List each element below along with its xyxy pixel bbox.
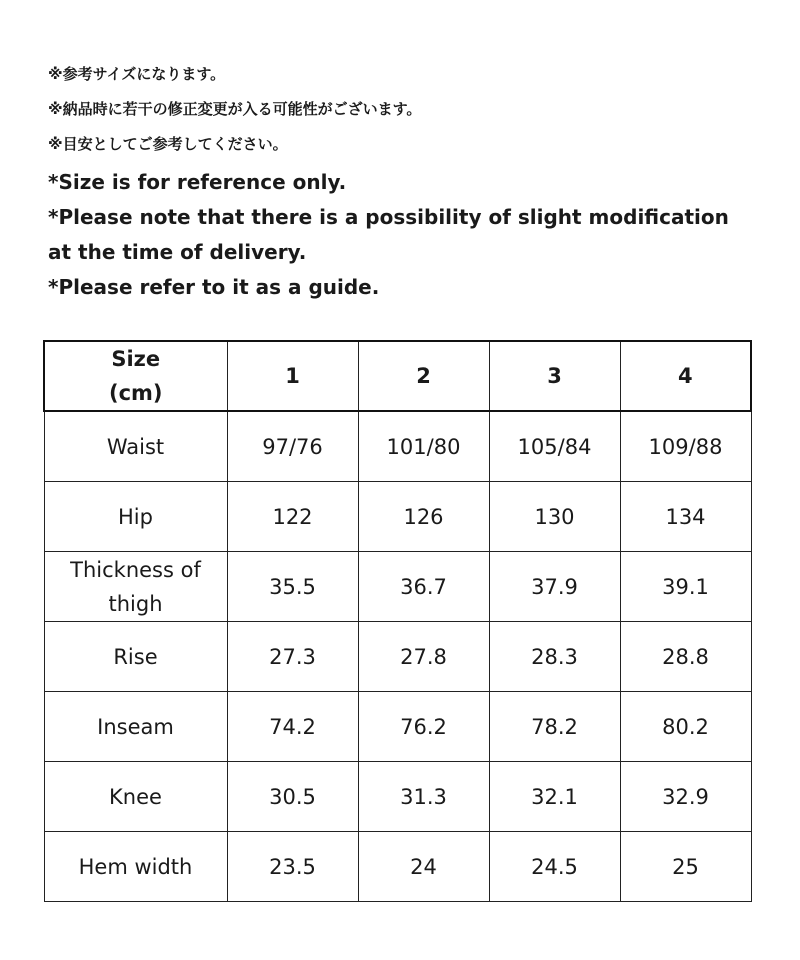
table-cell: 122 [227,482,358,552]
table-row [44,832,751,902]
row-label-thigh-line2: thigh [108,591,163,616]
header-size-label-line1: Size [111,347,161,371]
row-label-knee: Knee [44,762,227,832]
table-cell: 31.3 [358,762,489,832]
table-row [44,552,751,622]
row-label-inseam: Inseam [44,692,227,762]
header-size-3: 3 [489,341,620,411]
note-jp-reference: ※参考サイズになります。 [48,65,226,83]
table-cell: 37.9 [489,552,620,622]
row-label-hip: Hip [44,482,227,552]
table-cell: 78.2 [489,692,620,762]
table-cell: 126 [358,482,489,552]
table-cell: 30.5 [227,762,358,832]
row-label-rise: Rise [44,622,227,692]
table-cell: 80.2 [620,692,751,762]
table-cell: 32.1 [489,762,620,832]
note-en-modification-cont: at the time of delivery. [48,240,307,264]
table-cell: 134 [620,482,751,552]
table-cell: 25 [620,832,751,902]
table-row [44,411,751,482]
row-label-waist: Waist [44,411,227,482]
table-cell: 28.8 [620,622,751,692]
note-en-modification: *Please note that there is a possibility of slight modification [48,205,729,229]
table-cell: 24.5 [489,832,620,902]
table-row [44,762,751,832]
table-cell: 27.8 [358,622,489,692]
table-cell: 35.5 [227,552,358,622]
header-size-1: 1 [227,341,358,411]
table-cell: 105/84 [489,411,620,482]
note-jp-guide: ※目安としてご参考してください。 [48,135,288,153]
row-label-hem-width: Hem width [44,832,227,902]
header-size-2: 2 [358,341,489,411]
size-table [43,340,752,902]
notes-block [48,60,768,305]
table-cell: 101/80 [358,411,489,482]
table-cell: 97/76 [227,411,358,482]
header-size-4: 4 [620,341,751,411]
table-row [44,482,751,552]
note-en-guide: *Please refer to it as a guide. [48,275,380,299]
table-cell: 23.5 [227,832,358,902]
table-cell: 27.3 [227,622,358,692]
table-cell: 130 [489,482,620,552]
table-cell: 109/88 [620,411,751,482]
table-row [44,622,751,692]
header-size-label [44,341,227,411]
table-cell: 28.3 [489,622,620,692]
table-cell: 74.2 [227,692,358,762]
note-en-reference: *Size is for reference only. [48,170,347,194]
table-cell: 76.2 [358,692,489,762]
header-size-label-line2: (cm) [108,381,163,405]
table-header-row [44,341,751,411]
table-cell: 24 [358,832,489,902]
table-cell: 36.7 [358,552,489,622]
row-label-thigh [44,552,227,622]
table-cell: 39.1 [620,552,751,622]
row-label-thigh-line1: Thickness of [70,557,201,582]
table-cell: 32.9 [620,762,751,832]
table-row [44,692,751,762]
note-jp-modification: ※納品時に若干の修正変更が入る可能性がございます。 [48,100,422,118]
